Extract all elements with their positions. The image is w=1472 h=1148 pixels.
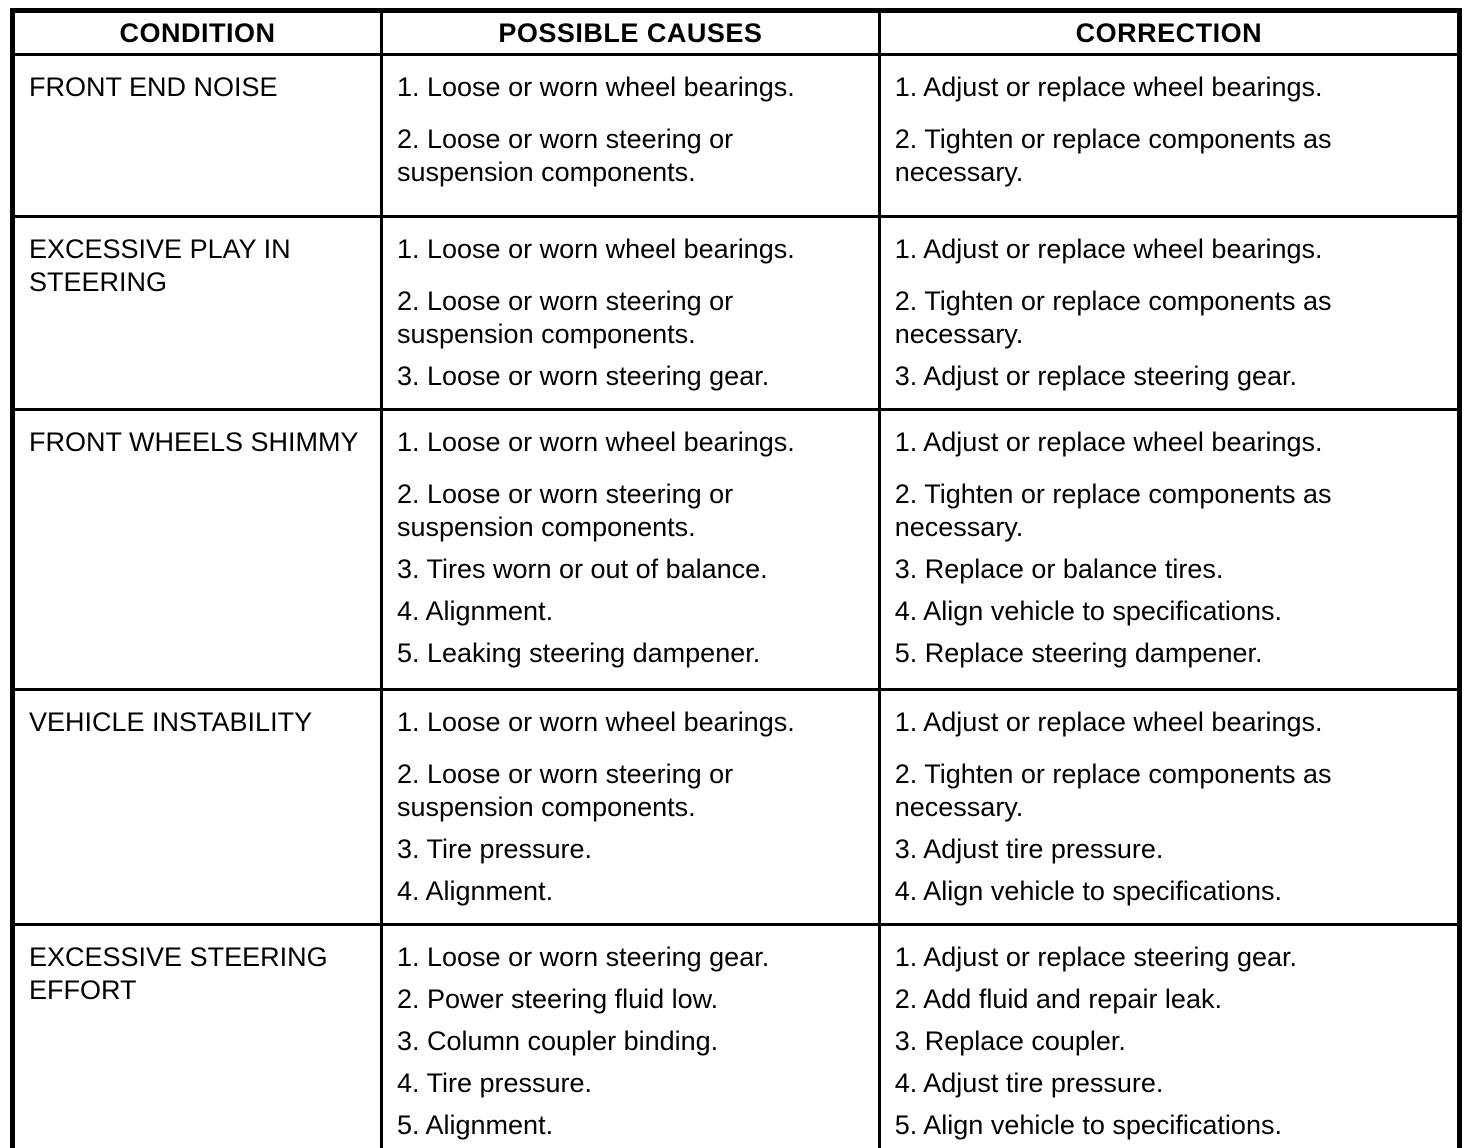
list-item: 4. Tire pressure. bbox=[396, 1068, 593, 1098]
list-item: 4. Alignment. bbox=[396, 876, 554, 906]
list-item: 1. Loose or worn wheel bearings. bbox=[396, 234, 795, 264]
list-item: 3. Replace or balance tires. bbox=[894, 554, 1224, 584]
causes-cell bbox=[381, 55, 879, 217]
table-body bbox=[13, 55, 1460, 1148]
condition-cell bbox=[13, 55, 382, 217]
list-item: 1. Loose or worn wheel bearings. bbox=[396, 427, 795, 457]
list-item: 2. Loose or worn steering or suspension components. bbox=[396, 286, 734, 349]
list-item: 5. Replace steering dampener. bbox=[894, 638, 1263, 668]
correction-cell bbox=[879, 410, 1459, 690]
causes-cell bbox=[381, 690, 879, 925]
list-item: 3. Tires worn or out of balance. bbox=[396, 554, 768, 584]
list-item: 2. Tighten or replace components as necessary. bbox=[894, 286, 1332, 349]
correction-cell bbox=[879, 925, 1459, 1148]
condition-label: FRONT WHEELS SHIMMY bbox=[29, 427, 359, 457]
table-row bbox=[13, 690, 1460, 925]
list-item: 1. Loose or worn wheel bearings. bbox=[396, 72, 795, 102]
list-item: 1. Loose or worn steering gear. bbox=[396, 942, 770, 972]
list-item: 1. Adjust or replace wheel bearings. bbox=[894, 234, 1323, 264]
list-item: 5. Leaking steering dampener. bbox=[396, 638, 761, 668]
list-item: 1. Adjust or replace steering gear. bbox=[894, 942, 1297, 972]
table-header bbox=[13, 11, 1460, 55]
list-item: 3. Adjust tire pressure. bbox=[894, 834, 1164, 864]
condition-label: EXCESSIVE STEERING EFFORT bbox=[29, 942, 328, 1005]
condition-cell bbox=[13, 410, 382, 690]
list-item: 2. Add fluid and repair leak. bbox=[894, 984, 1222, 1014]
correction-cell bbox=[879, 690, 1459, 925]
header-correction: CORRECTION bbox=[879, 11, 1459, 55]
list-item: 1. Adjust or replace wheel bearings. bbox=[894, 427, 1323, 457]
table-row bbox=[13, 410, 1460, 690]
condition-label: EXCESSIVE PLAY IN STEERING bbox=[29, 234, 291, 297]
correction-cell bbox=[879, 217, 1459, 410]
list-item: 2. Loose or worn steering or suspension components. bbox=[396, 124, 734, 187]
condition-cell bbox=[13, 217, 382, 410]
list-item: 2. Loose or worn steering or suspension components. bbox=[396, 479, 734, 542]
list-item: 4. Alignment. bbox=[396, 596, 554, 626]
list-item: 1. Loose or worn wheel bearings. bbox=[396, 707, 795, 737]
list-item: 2. Tighten or replace components as necessary. bbox=[894, 479, 1332, 542]
list-item: 5. Alignment. bbox=[396, 1110, 554, 1140]
list-item: 3. Replace coupler. bbox=[894, 1026, 1126, 1056]
causes-cell bbox=[381, 410, 879, 690]
list-item: 2. Tighten or replace components as necessary. bbox=[894, 759, 1332, 822]
diagnosis-table bbox=[10, 8, 1462, 1148]
table-row bbox=[13, 925, 1460, 1148]
condition-cell bbox=[13, 690, 382, 925]
table-row bbox=[13, 217, 1460, 410]
list-item: 3. Tire pressure. bbox=[396, 834, 593, 864]
list-item: 1. Adjust or replace wheel bearings. bbox=[894, 707, 1323, 737]
causes-cell bbox=[381, 925, 879, 1148]
list-item: 4. Adjust tire pressure. bbox=[894, 1068, 1164, 1098]
header-possible-causes: POSSIBLE CAUSES bbox=[381, 11, 879, 55]
condition-label: FRONT END NOISE bbox=[29, 72, 278, 102]
list-item: 4. Align vehicle to specifications. bbox=[894, 876, 1282, 906]
header-condition: CONDITION bbox=[13, 11, 382, 55]
list-item: 2. Power steering fluid low. bbox=[396, 984, 719, 1014]
list-item: 1. Adjust or replace wheel bearings. bbox=[894, 72, 1323, 102]
causes-cell bbox=[381, 217, 879, 410]
list-item: 3. Adjust or replace steering gear. bbox=[894, 361, 1297, 391]
list-item: 3. Loose or worn steering gear. bbox=[396, 361, 770, 391]
correction-cell bbox=[879, 55, 1459, 217]
condition-cell bbox=[13, 925, 382, 1148]
list-item: 3. Column coupler binding. bbox=[396, 1026, 719, 1056]
header-row bbox=[13, 11, 1460, 55]
table-row bbox=[13, 55, 1460, 217]
list-item: 2. Tighten or replace components as necessary. bbox=[894, 124, 1332, 187]
list-item: 5. Align vehicle to specifications. bbox=[894, 1110, 1282, 1140]
list-item: 4. Align vehicle to specifications. bbox=[894, 596, 1282, 626]
condition-label: VEHICLE INSTABILITY bbox=[29, 707, 313, 737]
list-item: 2. Loose or worn steering or suspension components. bbox=[396, 759, 734, 822]
